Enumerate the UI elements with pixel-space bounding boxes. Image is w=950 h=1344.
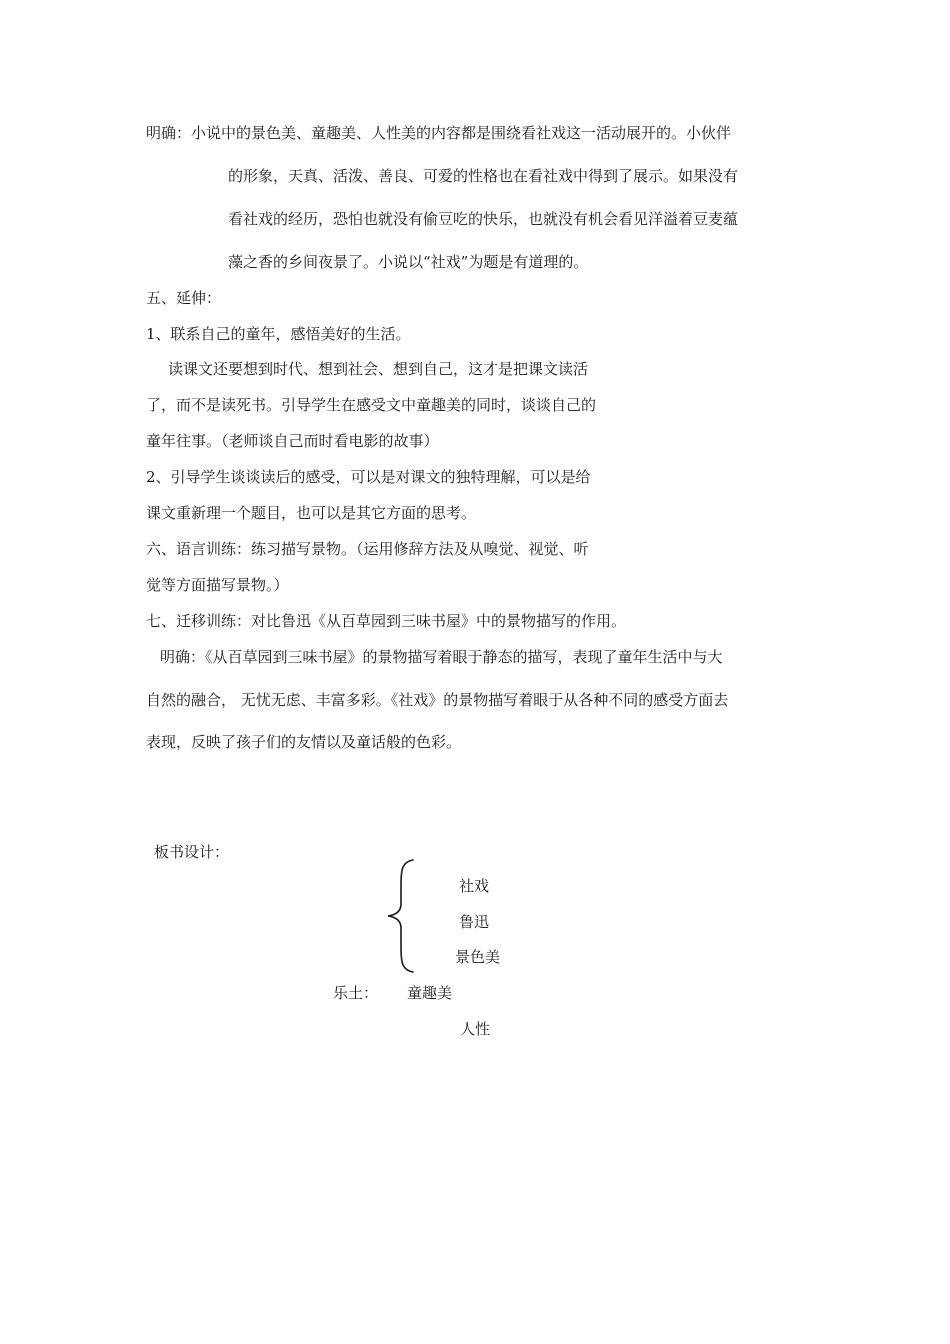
section-seven-mingque-2: 自然的融合， 无忧无虑、丰富多彩。《社戏》的景物描写着眼于从各种不同的感受方面去 — [146, 691, 729, 709]
board-item-renxing: 人性 — [460, 1020, 491, 1038]
section-seven-mingque-1: 明确：《从百草园到三味书屋》的景物描写着眼于静态的描写，表现了童年生活中与大 — [160, 648, 723, 666]
curly-brace-icon — [383, 858, 423, 974]
board-title: 板书设计： — [154, 843, 230, 861]
board-item-tongqu: 童趣美 — [407, 984, 453, 1002]
section-five-item-1-body-1: 读课文还要想到时代、想到社会、想到自己，这才是把课文读活 — [168, 360, 589, 378]
board-item-luxun: 鲁迅 — [459, 913, 490, 931]
section-five-heading: 五、延伸： — [146, 289, 222, 307]
section-seven-heading: 七、迁移训练：对比鲁迅《从百草园到三味书屋》中的景物描写的作用。 — [146, 612, 627, 630]
board-item-jingse: 景色美 — [455, 948, 501, 966]
mingque-line-3: 看社戏的经历，恐怕也就没有偷豆吃的快乐，也就没有机会看见洋溢着豆麦蕴 — [228, 210, 739, 228]
section-five-item-1-body-3: 童年往事。（老师谈自己而时看电影的故事） — [146, 432, 439, 450]
mingque-line-1: 明确：小说中的景色美、童趣美、人性美的内容都是围绕看社戏这一活动展开的。小伙伴 — [146, 124, 732, 142]
section-five-item-1: 1、联系自己的童年，感悟美好的生活。 — [146, 325, 411, 343]
section-five-item-2-line-2: 课文重新理一个题目，也可以是其它方面的思考。 — [146, 504, 477, 522]
section-seven-mingque-3: 表现，反映了孩子们的友情以及童话般的色彩。 — [146, 733, 462, 751]
section-six-line-2: 觉等方面描写景物。） — [146, 576, 289, 594]
board-item-shexi: 社戏 — [459, 877, 490, 895]
section-five-item-1-body-2: 了，而不是读死书。引导学生在感受文中童趣美的同时，谈谈自己的 — [146, 396, 597, 414]
mingque-line-4: 藻之香的乡间夜景了。小说以“社戏”为题是有道理的。 — [228, 253, 589, 271]
board-label-letu: 乐土： — [333, 984, 379, 1002]
mingque-line-2: 的形象，天真、活泼、善良、可爱的性格也在看社戏中得到了展示。如果没有 — [228, 167, 739, 185]
section-five-item-2-line-1: 2、引导学生谈谈读后的感受，可以是对课文的独特理解，可以是给 — [146, 468, 591, 486]
section-six-line-1: 六、语言训练：练习描写景物。（运用修辞方法及从嗅觉、视觉、听 — [146, 540, 589, 558]
